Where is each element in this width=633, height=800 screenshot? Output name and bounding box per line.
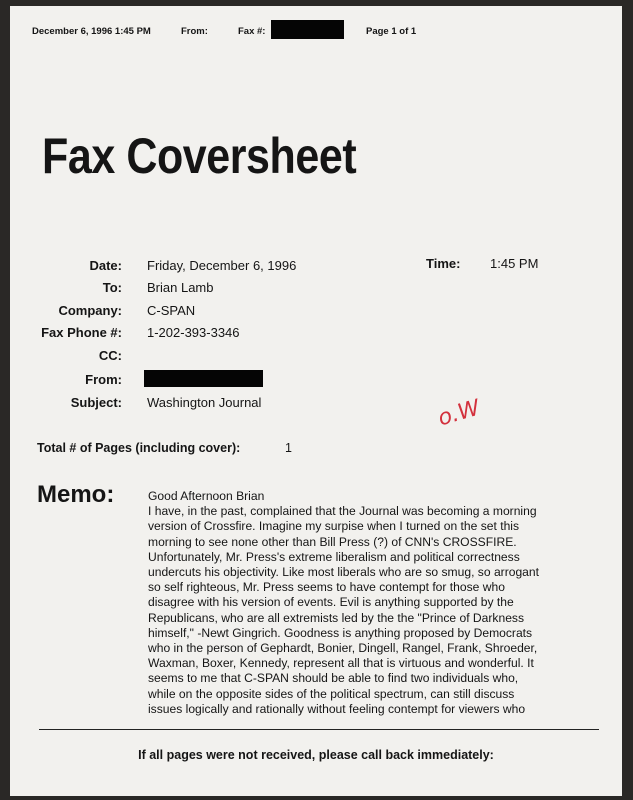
header-fax-redaction <box>271 20 344 39</box>
from-redaction <box>144 370 263 387</box>
header-fax-label: Fax #: <box>238 26 266 37</box>
cc-label: CC: <box>98 348 122 363</box>
footer-note: If all pages were not received, please call back immediately: <box>138 748 494 762</box>
fax-phone-value: 1-202-393-3346 <box>147 325 240 340</box>
memo-label: Memo: <box>37 481 115 508</box>
handwritten-initials: o.W <box>435 395 483 432</box>
time-value: 1:45 PM <box>490 256 539 271</box>
total-pages-label: Total # of Pages (including cover): <box>37 441 241 455</box>
from-label: From: <box>85 372 122 387</box>
company-value: C-SPAN <box>147 303 196 318</box>
fax-phone-label: Fax Phone #: <box>41 325 122 340</box>
subject-label: Subject: <box>70 395 122 410</box>
date-value: Friday, December 6, 1996 <box>147 258 297 273</box>
company-label: Company: <box>58 303 122 318</box>
time-label: Time: <box>426 256 461 271</box>
to-label: To: <box>102 280 122 295</box>
header-from-label: From: <box>181 26 208 37</box>
total-pages-value: 1 <box>285 441 292 455</box>
header-page-count: Page 1 of 1 <box>366 26 417 37</box>
fax-page <box>10 6 622 796</box>
memo-body: Good Afternoon Brian I have, in the past, complained that the Journal was becoming a morning version of Crossfire. Imagine my surpise when I turned on the set this morning to see none other than Bill Press (?) of CNN's CROSSFIRE. Unfortunately, Mr. Press's extreme liberalism and political correctness undercuts his objectivity. Like most liberals who are so smug, so arrogant so self righteous, Mr. Press seems to have contempt for those who disagree with his version of events. Evil is anything supported by the Republicans, who are all extremists led by the the "Prince of Darkness himself," -Newt Gingrich. Goodness is anything proposed by Democrats who in the person of Gephardt, Bonier, Dingell, Rangel, Frank, Shroeder, Waxman, Boxer, Kennedy, represent all that is virtuous and wonderful. It seems to me that C-SPAN should be able to find two individuals who, while on the opposite sides of the political spectrum, can still discuss issues logically and rationally without feeling contempt for viewers who <box>148 489 539 716</box>
subject-value: Washington Journal <box>147 395 262 410</box>
header-datetime: December 6, 1996 1:45 PM <box>32 26 151 37</box>
to-value: Brian Lamb <box>147 280 214 295</box>
page-title: Fax Coversheet <box>42 128 357 184</box>
footer-divider <box>39 729 599 730</box>
date-label: Date: <box>89 258 122 273</box>
